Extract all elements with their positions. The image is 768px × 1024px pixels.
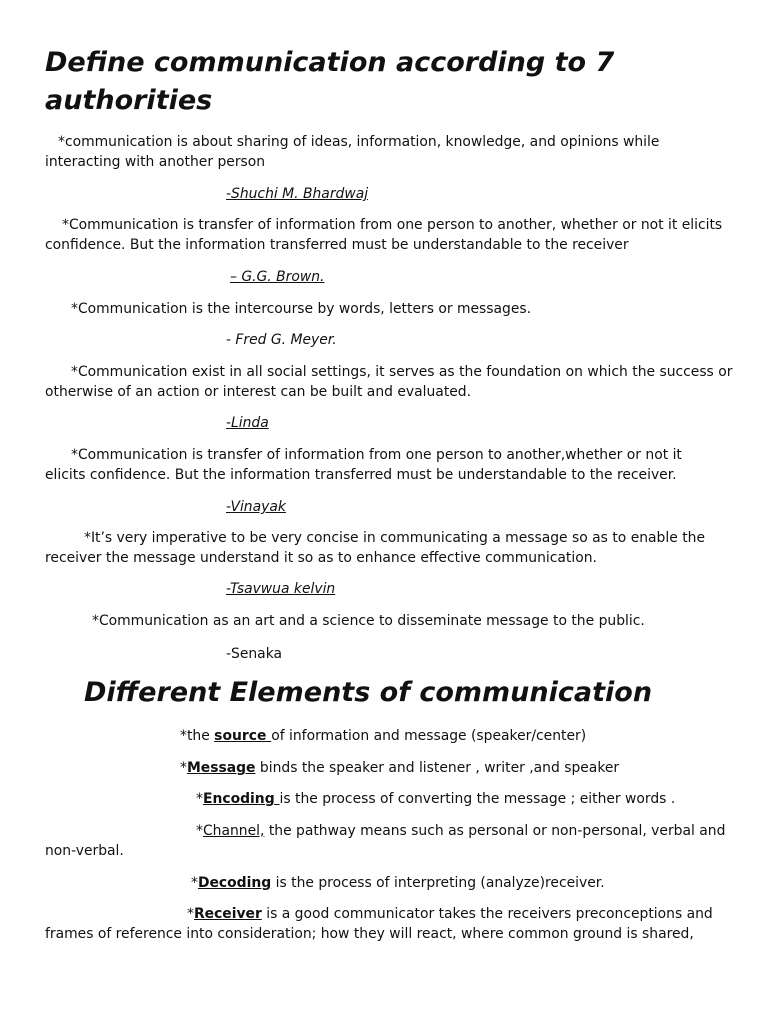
element-description: of information and message (speaker/center)	[271, 728, 587, 744]
element-description: is a good communicator takes the receivers preconceptions and frames of reference into consideration; how they will react, where common ground is shared,	[45, 906, 713, 942]
element-term: source	[214, 728, 272, 744]
definition-author: -Senaka	[226, 646, 283, 662]
definition-text: *Communication as an art and a science to disseminate message to the public.	[92, 613, 645, 629]
definition-author: – G.G. Brown.	[230, 269, 325, 285]
definition-author: -Shuchi M. Bhardwaj	[226, 186, 369, 202]
element-item	[45, 874, 735, 894]
element-term: Channel,	[202, 823, 265, 839]
definition-text: *Communication is transfer of information from one person to another,whether or not it elicits confidence. But the information transferred must be understandable to the receiver.	[45, 447, 682, 483]
element-description: binds the speaker and listener , writer ,and speaker	[255, 760, 620, 776]
page-title: Define communication according to 7 authorities	[45, 47, 615, 116]
element-term: Decoding	[197, 875, 272, 891]
element-description: is the process of converting the message ; either words .	[279, 791, 676, 807]
element-prefix: *the	[180, 728, 215, 744]
element-item	[45, 790, 735, 810]
element-item	[45, 822, 735, 861]
definition-text: *Communication is transfer of information from one person to another, whether or not it elicits confidence. But the information transferred must be understandable to the receiver	[45, 217, 723, 253]
definition-text: *It’s very imperative to be very concise in communicating a message so as to enable the receiver the message understand it so as to enhance effective communication.	[45, 530, 705, 566]
definition-author: - Fred G. Meyer.	[226, 332, 337, 348]
element-term: Receiver	[193, 906, 262, 922]
element-description: the pathway means such as personal or non-personal, verbal and non-verbal.	[45, 823, 726, 859]
element-item	[45, 759, 735, 779]
element-prefix: *	[196, 791, 203, 807]
element-item	[45, 905, 735, 944]
element-prefix: *	[187, 906, 194, 922]
element-prefix: *	[180, 760, 187, 776]
definition-author: -Linda	[226, 415, 269, 431]
element-item	[45, 727, 735, 747]
element-description: is the process of interpreting (analyze)receiver.	[271, 875, 605, 891]
element-term: Message	[186, 760, 256, 776]
definition-text: *communication is about sharing of ideas, information, knowledge, and opinions while interacting with another person	[45, 134, 660, 170]
definition-text: *Communication exist in all social settings, it serves as the foundation on which the success or otherwise of an action or interest can be built and evaluated.	[45, 364, 733, 400]
definition-author: -Vinayak	[226, 499, 286, 515]
section-title: Different Elements of communication	[84, 677, 653, 708]
element-prefix: *	[191, 875, 198, 891]
element-term: Encoding	[202, 791, 280, 807]
definition-author: -Tsavwua kelvin	[226, 581, 336, 597]
definition-text: *Communication is the intercourse by words, letters or messages.	[71, 301, 532, 317]
element-prefix: *	[196, 823, 203, 839]
